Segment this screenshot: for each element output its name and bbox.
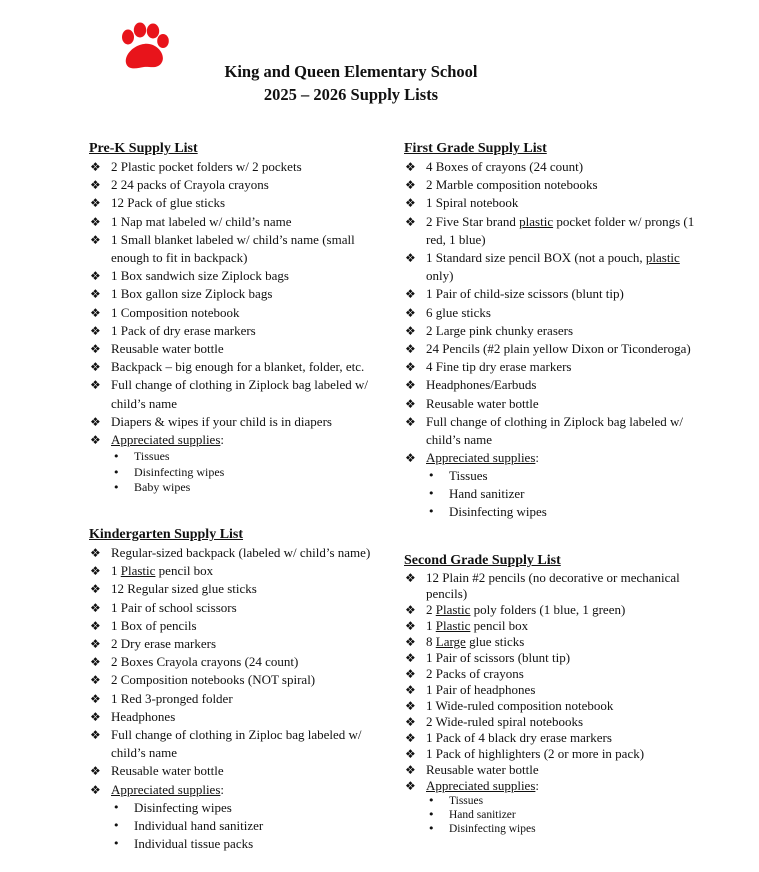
page-title: 2025 – 2026 Supply Lists xyxy=(263,85,439,104)
list-item: • Disinfecting wipes xyxy=(89,465,379,481)
kindergarten-appreciated-list xyxy=(89,799,379,853)
list-item: ❖ 1 Spiral notebook xyxy=(404,194,704,212)
text-part: 2 Five Star brand xyxy=(426,213,520,229)
list-item: ❖ 2 Boxes Crayola crayons (24 count) xyxy=(89,653,379,671)
underlined-word: plastic xyxy=(519,213,554,229)
list-item: ❖ Full change of clothing in Ziplock bag labeled w/ child’s name xyxy=(89,376,379,412)
list-item: ❖ 12 Regular sized glue sticks xyxy=(89,580,379,598)
appreciated-supplies xyxy=(404,449,704,467)
appreciated-label: Appreciated supplies xyxy=(426,778,536,793)
list-item xyxy=(404,249,704,285)
first-grade-appreciated-list xyxy=(404,467,704,521)
list-item: ❖ 2 Marble composition notebooks xyxy=(404,176,704,194)
list-item: • Disinfecting wipes xyxy=(404,503,704,521)
first-grade-list xyxy=(404,158,704,467)
list-item: • Tissues xyxy=(89,449,379,465)
kindergarten-section xyxy=(89,526,379,853)
list-item: ❖ 6 glue sticks xyxy=(404,304,704,322)
text-part: 8 xyxy=(426,634,436,649)
text-part: poly folders (1 blue, 1 green) xyxy=(470,602,626,617)
list-item: ❖ 2 Dry erase markers xyxy=(89,635,379,653)
list-item: ❖ Full change of clothing in Ziploc bag labeled w/ child’s name xyxy=(89,726,379,762)
second-grade-heading: Second Grade Supply List xyxy=(404,553,561,568)
list-item: ❖ 1 Pack of highlighters (2 or more in pack) xyxy=(404,746,704,762)
list-item: ❖ Reusable water bottle xyxy=(404,762,704,778)
list-item xyxy=(404,634,704,650)
appreciated-supplies xyxy=(89,431,379,449)
list-item: ❖ 2 Packs of crayons xyxy=(404,666,704,682)
second-grade-section xyxy=(404,552,704,836)
list-item: ❖ Diapers & wipes if your child is in diapers xyxy=(89,413,379,431)
prek-list xyxy=(89,158,379,449)
list-item: ❖ 1 Nap mat labeled w/ child’s name xyxy=(89,213,379,231)
list-item: ❖ 2 Plastic pocket folders w/ 2 pockets xyxy=(89,158,379,176)
list-item: ❖ 1 Wide-ruled composition notebook xyxy=(404,698,704,714)
list-item: ❖ 1 Small blanket labeled w/ child’s name (small enough to fit in backpack) xyxy=(89,231,379,267)
list-item: ❖ 1 Pack of 4 black dry erase markers xyxy=(404,730,704,746)
list-item: ❖ 1 Box sandwich size Ziplock bags xyxy=(89,267,379,285)
list-item: • Individual hand sanitizer xyxy=(89,817,379,835)
appreciated-label: Appreciated supplies xyxy=(111,781,221,797)
list-item: ❖ Regular-sized backpack (labeled w/ child’s name) xyxy=(89,544,379,562)
list-item: ❖ Full change of clothing in Ziplock bag labeled w/ child’s name xyxy=(404,413,704,449)
list-item: ❖ 1 Box of pencils xyxy=(89,617,379,635)
prek-heading: Pre-K Supply List xyxy=(89,141,198,156)
list-item: ❖ 12 Plain #2 pencils (no decorative or mechanical pencils) xyxy=(404,570,704,602)
appreciated-label: Appreciated supplies xyxy=(426,450,536,466)
list-item: ❖ 1 Pack of dry erase markers xyxy=(89,322,379,340)
list-item: ❖ 1 Pair of scissors (blunt tip) xyxy=(404,650,704,666)
list-item: • Hand sanitizer xyxy=(404,808,704,822)
list-item: ❖ 12 Pack of glue sticks xyxy=(89,194,379,212)
second-grade-list xyxy=(404,570,704,794)
first-grade-heading: First Grade Supply List xyxy=(404,141,547,156)
list-item: ❖ Headphones/Earbuds xyxy=(404,376,704,394)
text-part: 1 xyxy=(111,563,121,579)
text-part: 2 xyxy=(426,602,436,617)
list-item: ❖ 2 Composition notebooks (NOT spiral) xyxy=(89,671,379,689)
underlined-word: Plastic xyxy=(120,563,156,579)
list-item: ❖ 1 Box gallon size Ziplock bags xyxy=(89,285,379,303)
list-item: ❖ 1 Composition notebook xyxy=(89,304,379,322)
list-item: ❖ 4 Fine tip dry erase markers xyxy=(404,358,704,376)
appreciated-supplies xyxy=(89,781,379,799)
underlined-word: plastic xyxy=(645,250,680,266)
prek-appreciated-list xyxy=(89,449,379,496)
text-part: pencil box xyxy=(470,618,529,633)
appreciated-colon: : xyxy=(535,450,540,466)
list-item: ❖ 1 Pair of child-size scissors (blunt tip) xyxy=(404,285,704,303)
text-part: pocket folder w/ prongs (1 red, 1 blue) xyxy=(426,213,695,247)
appreciated-colon: : xyxy=(535,778,540,793)
list-item: ❖ 2 Large pink chunky erasers xyxy=(404,322,704,340)
underlined-word: Plastic xyxy=(435,602,471,617)
list-item: • Baby wipes xyxy=(89,480,379,496)
text-part: glue sticks xyxy=(465,634,525,649)
list-item: • Tissues xyxy=(404,794,704,808)
list-item: • Disinfecting wipes xyxy=(404,822,704,836)
second-grade-appreciated-list xyxy=(404,794,704,836)
text-part: 1 Standard size pencil BOX (not a pouch, xyxy=(426,250,646,266)
list-item: ❖ 1 Red 3-pronged folder xyxy=(89,690,379,708)
list-item: ❖ 2 Wide-ruled spiral notebooks xyxy=(404,714,704,730)
appreciated-label: Appreciated supplies xyxy=(111,432,221,448)
underlined-word: Large xyxy=(435,634,466,649)
list-item: • Hand sanitizer xyxy=(404,485,704,503)
first-grade-section xyxy=(404,140,704,521)
text-part: 1 xyxy=(426,618,436,633)
appreciated-colon: : xyxy=(220,781,225,797)
list-item xyxy=(89,562,379,580)
list-item: ❖ 1 Pair of school scissors xyxy=(89,599,379,617)
text-part: only) xyxy=(426,268,454,284)
kindergarten-heading: Kindergarten Supply List xyxy=(89,527,244,542)
appreciated-colon: : xyxy=(220,432,225,448)
list-item: • Tissues xyxy=(404,467,704,485)
list-item: ❖ 4 Boxes of crayons (24 count) xyxy=(404,158,704,176)
list-item: ❖ Reusable water bottle xyxy=(89,762,379,780)
underlined-word: Plastic xyxy=(435,618,471,633)
list-item xyxy=(404,213,704,249)
list-item xyxy=(404,602,704,618)
list-item: ❖ Backpack – big enough for a blanket, folder, etc. xyxy=(89,358,379,376)
list-item: ❖ Headphones xyxy=(89,708,379,726)
list-item: ❖ Reusable water bottle xyxy=(404,395,704,413)
list-item: ❖ 24 Pencils (#2 plain yellow Dixon or Ticonderoga) xyxy=(404,340,704,358)
list-item: ❖ 2 24 packs of Crayola crayons xyxy=(89,176,379,194)
list-item: ❖ 1 Pair of headphones xyxy=(404,682,704,698)
list-item: ❖ Reusable water bottle xyxy=(89,340,379,358)
list-item: • Disinfecting wipes xyxy=(89,799,379,817)
prek-section xyxy=(89,140,379,496)
list-item: • Individual tissue packs xyxy=(89,835,379,853)
school-name: King and Queen Elementary School xyxy=(224,62,478,81)
kindergarten-list xyxy=(89,544,379,799)
text-part: pencil box xyxy=(155,563,214,579)
appreciated-supplies xyxy=(404,778,704,794)
list-item xyxy=(404,618,704,634)
